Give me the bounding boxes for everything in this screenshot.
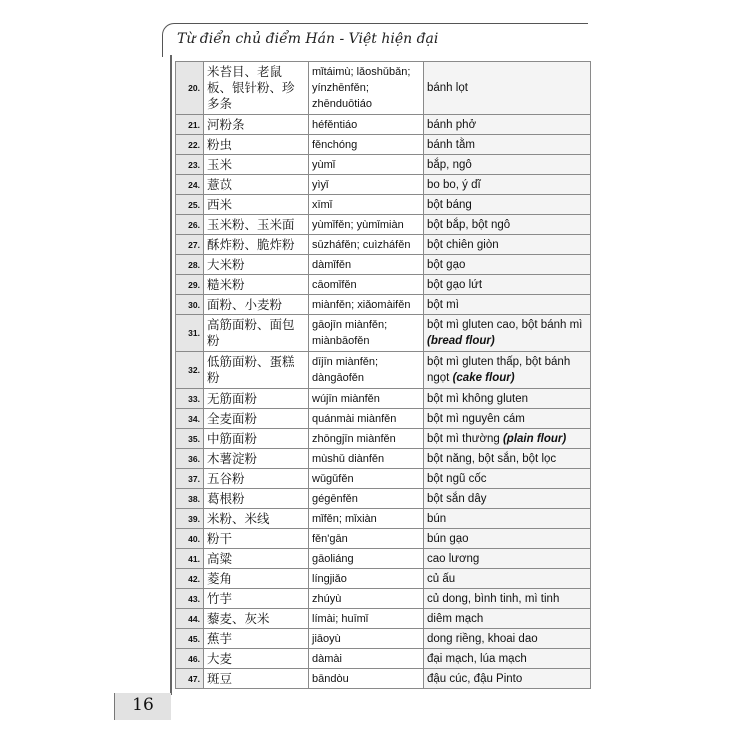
entry-hanzi: 薏苡 xyxy=(204,175,309,195)
entry-hanzi: 面粉、小麦粉 xyxy=(204,295,309,315)
entry-vietnamese-text: diêm mạch xyxy=(427,612,484,625)
entry-vietnamese xyxy=(424,195,591,215)
entry-number: 31. xyxy=(176,315,204,352)
entry-vietnamese xyxy=(424,629,591,649)
entry-vietnamese-text: bột gạo lứt xyxy=(427,278,483,291)
entry-number: 30. xyxy=(176,295,204,315)
entry-vietnamese xyxy=(424,569,591,589)
table-row xyxy=(176,389,591,409)
page-number: 16 xyxy=(132,695,154,715)
entry-hanzi: 竹芋 xyxy=(204,589,309,609)
entry-vietnamese-text: bột mì gluten thấp, bột bánh ngọt xyxy=(427,356,571,384)
page-number-box xyxy=(114,693,171,720)
entry-vietnamese xyxy=(424,235,591,255)
entry-vietnamese-text: bánh lọt xyxy=(427,82,468,94)
entry-pinyin: língjiǎo xyxy=(309,569,424,589)
entry-vietnamese-text: bột mì nguyên cám xyxy=(427,412,525,425)
table-row xyxy=(176,175,591,195)
entry-english-note: (bread flour) xyxy=(427,335,495,347)
table-row xyxy=(176,569,591,589)
entry-hanzi: 西米 xyxy=(204,195,309,215)
entry-hanzi: 粉虫 xyxy=(204,135,309,155)
entry-pinyin: límài; huīmǐ xyxy=(309,609,424,629)
entry-pinyin: mùshǔ diànfěn xyxy=(309,449,424,469)
page-header xyxy=(162,23,588,57)
entry-pinyin: jiāoyù xyxy=(309,629,424,649)
entry-hanzi: 菱角 xyxy=(204,569,309,589)
entry-hanzi: 大米粉 xyxy=(204,255,309,275)
entry-number: 37. xyxy=(176,469,204,489)
table-row xyxy=(176,649,591,669)
entry-vietnamese xyxy=(424,449,591,469)
entry-number: 43. xyxy=(176,589,204,609)
entry-pinyin: dàmài xyxy=(309,649,424,669)
entry-number: 42. xyxy=(176,569,204,589)
entry-number: 21. xyxy=(176,115,204,135)
table-row xyxy=(176,449,591,469)
entry-vietnamese-text: bột năng, bột sắn, bột lọc xyxy=(427,452,557,465)
entry-vietnamese-text: củ ấu xyxy=(427,572,456,585)
entry-vietnamese-text: bột gạo xyxy=(427,258,466,271)
entry-number: 39. xyxy=(176,509,204,529)
entry-vietnamese xyxy=(424,429,591,449)
entry-hanzi: 米苔目、老鼠板、银针粉、珍多条 xyxy=(204,62,309,115)
entry-vietnamese-text: bún xyxy=(427,512,447,525)
entry-number: 23. xyxy=(176,155,204,175)
entry-pinyin: wǔgǔfěn xyxy=(309,469,424,489)
entry-number: 27. xyxy=(176,235,204,255)
entry-vietnamese-text: bột chiên giòn xyxy=(427,238,499,251)
entry-vietnamese xyxy=(424,669,591,689)
entry-number: 47. xyxy=(176,669,204,689)
entry-vietnamese-text: củ dong, bình tinh, mì tinh xyxy=(427,592,560,605)
table-row xyxy=(176,255,591,275)
entry-vietnamese xyxy=(424,389,591,409)
entry-number: 44. xyxy=(176,609,204,629)
table-row xyxy=(176,609,591,629)
entry-pinyin: yùmǐ xyxy=(309,155,424,175)
table-row xyxy=(176,509,591,529)
entry-hanzi: 河粉条 xyxy=(204,115,309,135)
entry-pinyin: miànfěn; xiǎomàifěn xyxy=(309,295,424,315)
entry-number: 22. xyxy=(176,135,204,155)
table-row xyxy=(176,529,591,549)
entry-hanzi: 五谷粉 xyxy=(204,469,309,489)
table-row xyxy=(176,315,591,352)
entry-hanzi: 糙米粉 xyxy=(204,275,309,295)
entry-number: 35. xyxy=(176,429,204,449)
entry-hanzi: 无筋面粉 xyxy=(204,389,309,409)
entry-vietnamese-text: bột sắn dây xyxy=(427,492,487,505)
table-row xyxy=(176,589,591,609)
entry-hanzi: 藜麦、灰米 xyxy=(204,609,309,629)
table-row xyxy=(176,115,591,135)
entry-vietnamese xyxy=(424,155,591,175)
entry-english-note: (cake flour) xyxy=(452,372,515,384)
vocabulary-table-body xyxy=(176,62,591,689)
entry-vietnamese xyxy=(424,609,591,629)
entry-vietnamese xyxy=(424,62,591,115)
entry-pinyin: mǐtáimù; lǎoshǔbǎn; yínzhēnfěn; zhēnduōtiáo xyxy=(309,62,424,115)
table-row xyxy=(176,275,591,295)
entry-pinyin: gāojīn miànfěn; miànbāofěn xyxy=(309,315,424,352)
table-row xyxy=(176,295,591,315)
entry-vietnamese xyxy=(424,275,591,295)
entry-pinyin: fěnchóng xyxy=(309,135,424,155)
entry-vietnamese-text: cao lương xyxy=(427,552,480,565)
entry-number: 40. xyxy=(176,529,204,549)
entry-vietnamese xyxy=(424,649,591,669)
entry-number: 45. xyxy=(176,629,204,649)
entry-hanzi: 中筋面粉 xyxy=(204,429,309,449)
entry-hanzi: 蕉芋 xyxy=(204,629,309,649)
entry-pinyin: cāomǐfěn xyxy=(309,275,424,295)
table-row xyxy=(176,215,591,235)
table-row xyxy=(176,135,591,155)
entry-pinyin: xīmǐ xyxy=(309,195,424,215)
entry-hanzi: 玉米 xyxy=(204,155,309,175)
entry-number: 24. xyxy=(176,175,204,195)
entry-hanzi: 米粉、米线 xyxy=(204,509,309,529)
entry-pinyin: mǐfěn; mǐxiàn xyxy=(309,509,424,529)
vocabulary-table xyxy=(175,61,591,689)
entry-vietnamese-text: bột mì thường xyxy=(427,432,503,445)
entry-pinyin: dījīn miànfěn; dàngāofěn xyxy=(309,352,424,389)
table-row xyxy=(176,669,591,689)
entry-pinyin: yùmǐfěn; yùmǐmiàn xyxy=(309,215,424,235)
entry-vietnamese-text: bột ngũ cốc xyxy=(427,472,487,485)
entry-vietnamese xyxy=(424,315,591,352)
entry-english-note: (plain flour) xyxy=(502,432,567,445)
entry-pinyin: wújīn miànfěn xyxy=(309,389,424,409)
entry-vietnamese-text: bột mì xyxy=(427,298,459,311)
table-row xyxy=(176,469,591,489)
entry-vietnamese-text: dong riềng, khoai dao xyxy=(427,632,538,645)
entry-hanzi: 全麦面粉 xyxy=(204,409,309,429)
entry-vietnamese-text: bột mì gluten cao, bột bánh mì xyxy=(427,319,583,331)
entry-number: 32. xyxy=(176,352,204,389)
table-row xyxy=(176,629,591,649)
entry-number: 20. xyxy=(176,62,204,115)
table-row xyxy=(176,409,591,429)
entry-pinyin: héfěntiáo xyxy=(309,115,424,135)
table-row xyxy=(176,352,591,389)
entry-number: 38. xyxy=(176,489,204,509)
entry-vietnamese-text: bo bo, ý dĩ xyxy=(427,178,481,191)
entry-vietnamese xyxy=(424,295,591,315)
entry-vietnamese-text: bột bắp, bột ngô xyxy=(427,218,511,231)
entry-pinyin: zhōngjīn miànfěn xyxy=(309,429,424,449)
entry-pinyin: quánmài miànfěn xyxy=(309,409,424,429)
entry-vietnamese xyxy=(424,215,591,235)
entry-number: 25. xyxy=(176,195,204,215)
entry-vietnamese-text: bột báng xyxy=(427,198,472,211)
table-row xyxy=(176,155,591,175)
entry-vietnamese xyxy=(424,409,591,429)
entry-vietnamese-text: bột mì không gluten xyxy=(427,392,529,405)
entry-vietnamese xyxy=(424,175,591,195)
entry-vietnamese xyxy=(424,469,591,489)
entry-vietnamese xyxy=(424,115,591,135)
entry-hanzi: 高粱 xyxy=(204,549,309,569)
entry-pinyin: zhúyù xyxy=(309,589,424,609)
entry-vietnamese-text: bắp, ngô xyxy=(427,158,472,171)
entry-vietnamese-text: bún gạo xyxy=(427,532,469,545)
entry-hanzi: 斑豆 xyxy=(204,669,309,689)
entry-hanzi: 高筋面粉、面包粉 xyxy=(204,315,309,352)
entry-pinyin: sūzháfěn; cuìzháfěn xyxy=(309,235,424,255)
entry-vietnamese xyxy=(424,135,591,155)
entry-hanzi: 酥炸粉、脆炸粉 xyxy=(204,235,309,255)
entry-hanzi: 玉米粉、玉米面 xyxy=(204,215,309,235)
entry-pinyin: yìyǐ xyxy=(309,175,424,195)
entry-vietnamese-text: bánh tằm xyxy=(427,138,475,151)
entry-number: 33. xyxy=(176,389,204,409)
table-row xyxy=(176,195,591,215)
entry-pinyin: fěn'gān xyxy=(309,529,424,549)
entry-vietnamese xyxy=(424,352,591,389)
entry-vietnamese-text: đại mạch, lúa mạch xyxy=(427,652,527,665)
entry-vietnamese xyxy=(424,529,591,549)
entry-vietnamese xyxy=(424,509,591,529)
table-row xyxy=(176,235,591,255)
entry-pinyin: gāoliáng xyxy=(309,549,424,569)
entry-vietnamese xyxy=(424,589,591,609)
table-row xyxy=(176,62,591,115)
entry-number: 36. xyxy=(176,449,204,469)
entry-vietnamese xyxy=(424,489,591,509)
left-margin-rule xyxy=(170,55,172,695)
table-row xyxy=(176,429,591,449)
page-header-title: Từ điển chủ điểm Hán - Việt hiện đại xyxy=(177,31,439,47)
entry-number: 28. xyxy=(176,255,204,275)
entry-pinyin: gégēnfěn xyxy=(309,489,424,509)
table-row xyxy=(176,549,591,569)
entry-pinyin: bāndòu xyxy=(309,669,424,689)
entry-number: 34. xyxy=(176,409,204,429)
entry-vietnamese xyxy=(424,549,591,569)
entry-hanzi: 木薯淀粉 xyxy=(204,449,309,469)
table-row xyxy=(176,489,591,509)
entry-hanzi: 大麦 xyxy=(204,649,309,669)
entry-number: 46. xyxy=(176,649,204,669)
entry-vietnamese-text: đậu cúc, đậu Pinto xyxy=(427,672,523,685)
entry-number: 41. xyxy=(176,549,204,569)
entry-number: 29. xyxy=(176,275,204,295)
entry-hanzi: 葛根粉 xyxy=(204,489,309,509)
entry-number: 26. xyxy=(176,215,204,235)
entry-pinyin: dàmǐfěn xyxy=(309,255,424,275)
entry-vietnamese-text: bánh phở xyxy=(427,118,477,131)
entry-hanzi: 低筋面粉、蛋糕粉 xyxy=(204,352,309,389)
entry-hanzi: 粉干 xyxy=(204,529,309,549)
entry-vietnamese xyxy=(424,255,591,275)
